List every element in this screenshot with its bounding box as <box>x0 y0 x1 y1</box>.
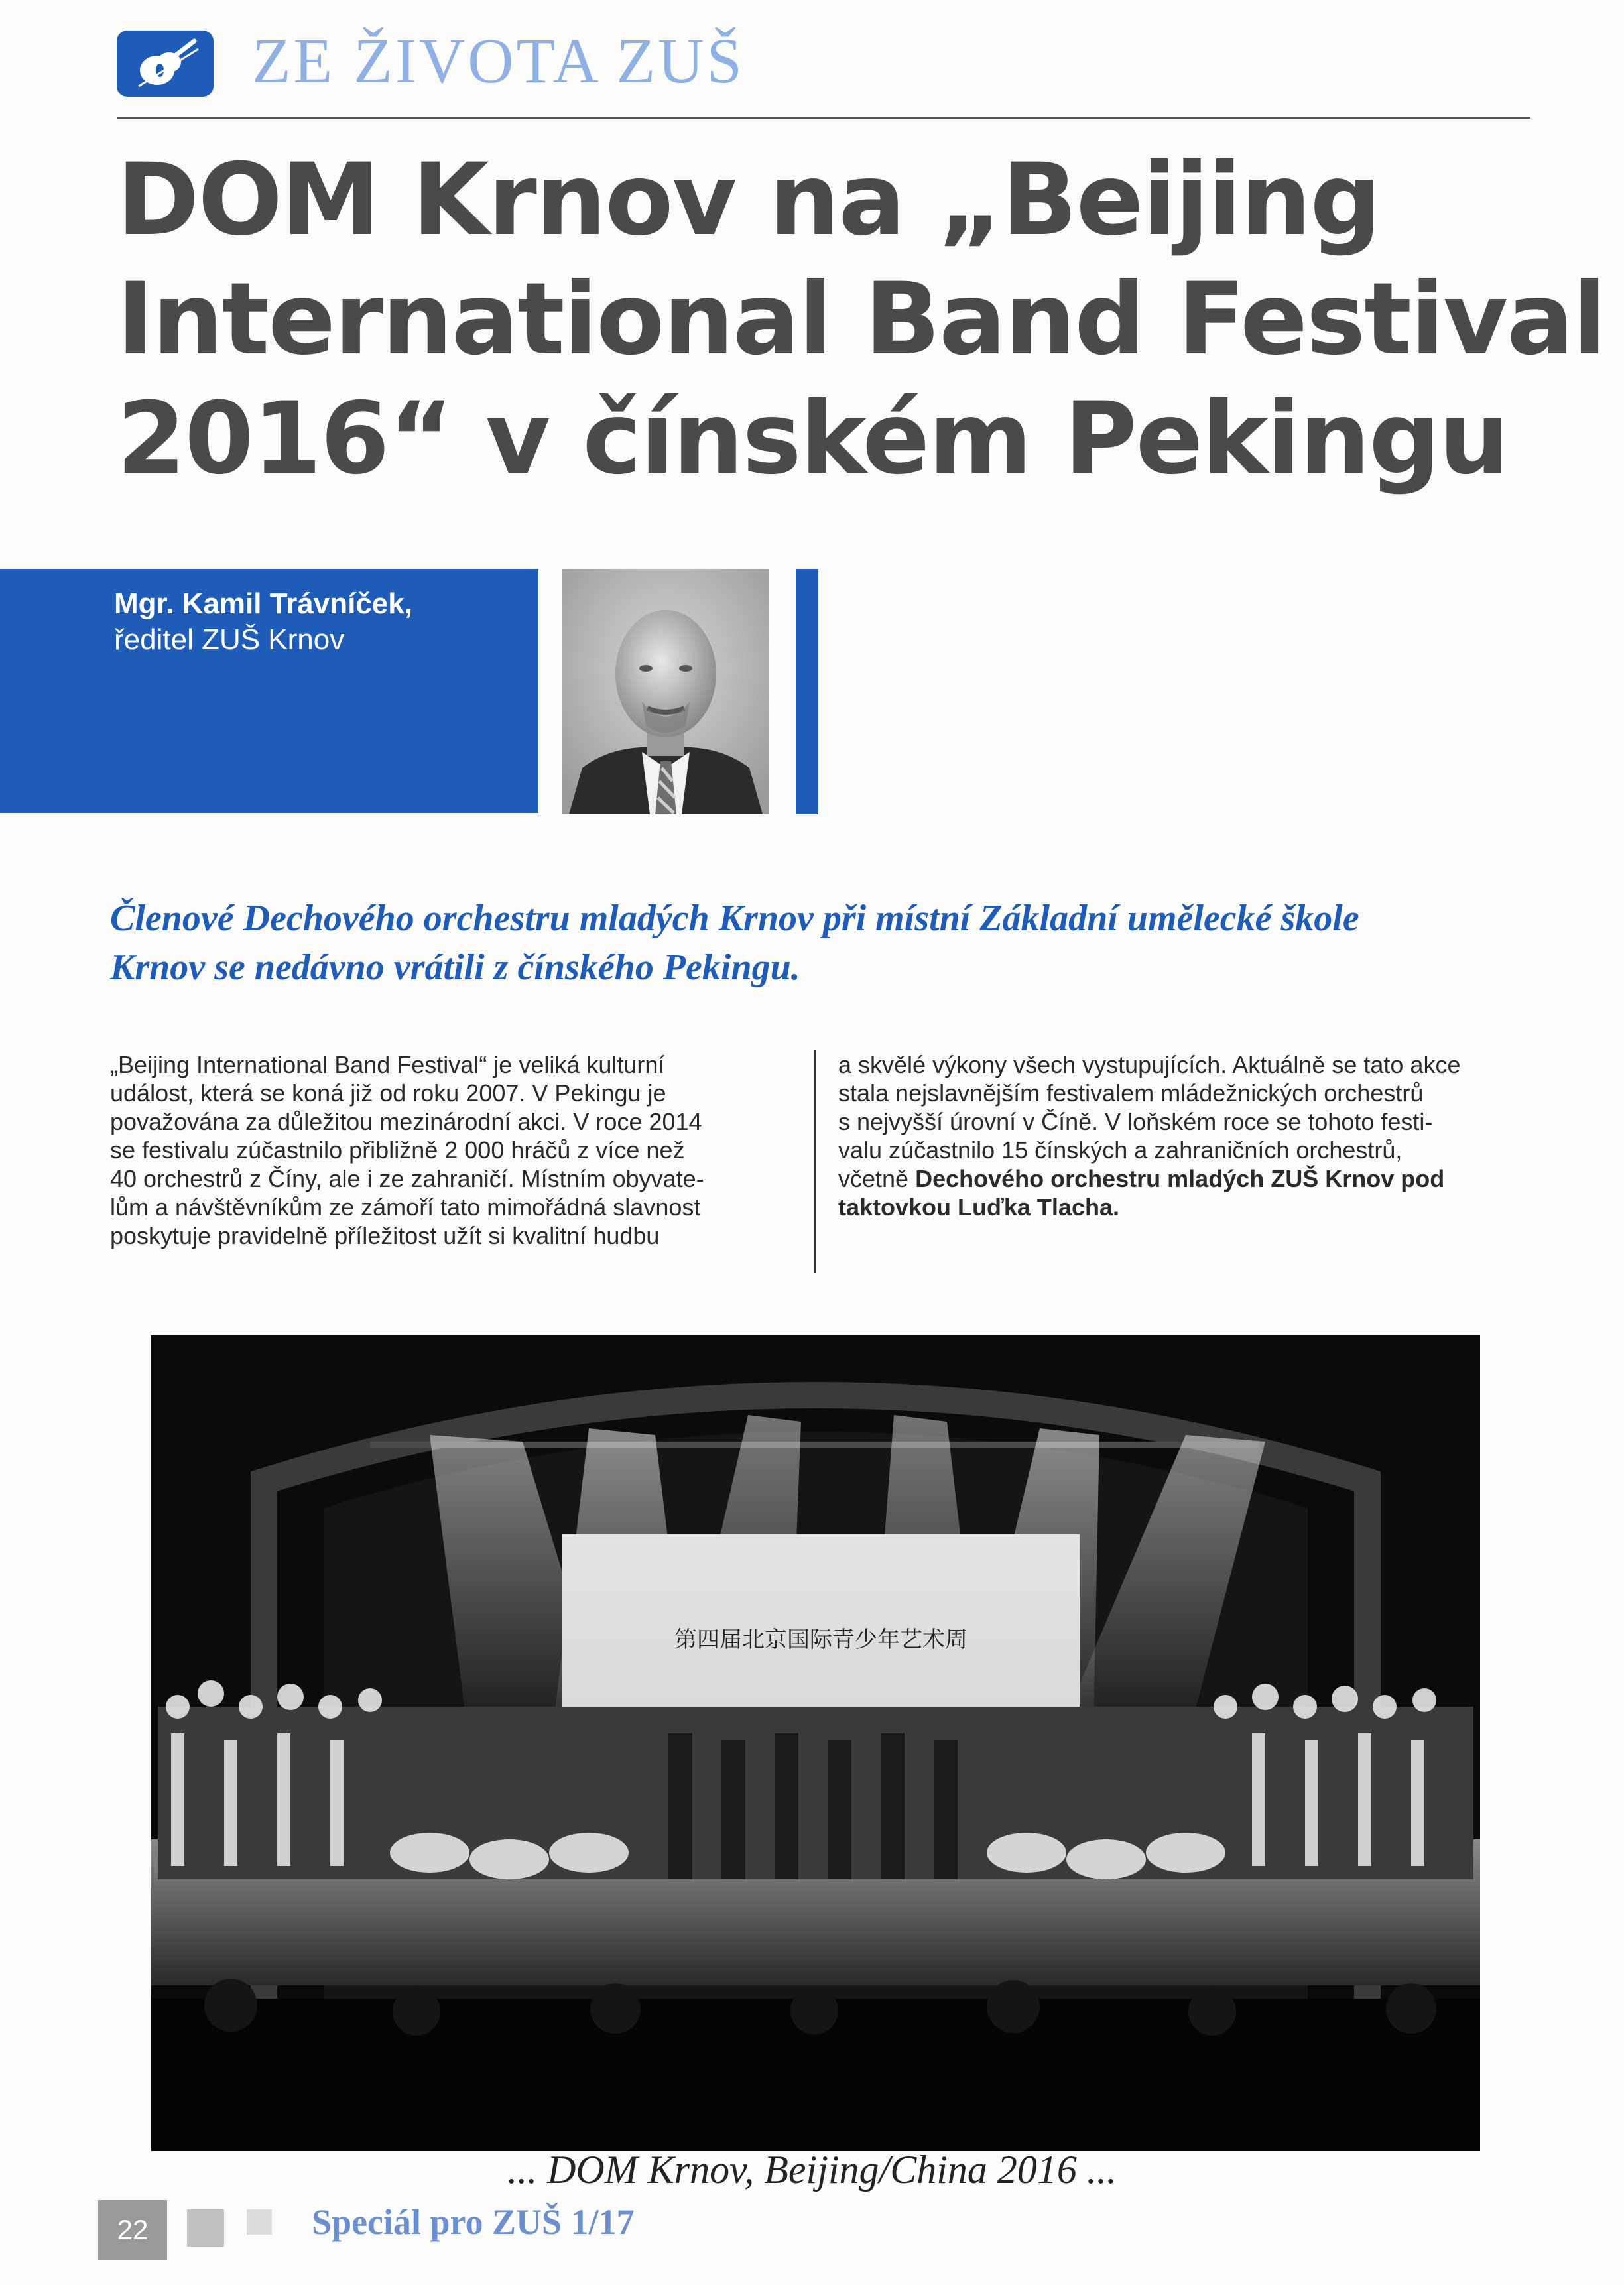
body-line: 40 orchestrů z Číny, ale i ze zahraničí. Místním obyvate- <box>110 1165 704 1192</box>
page-number: 22 <box>98 2200 167 2260</box>
author-portrait <box>562 569 769 814</box>
photo-caption: ... DOM Krnov, Beijing/China 2016 ... <box>507 2148 1117 2192</box>
body-text-bold: Dechového orchestru mladých ZUŠ Krnov pod <box>915 1165 1445 1192</box>
section-title: ZE ŽIVOTA ZUŠ <box>252 25 745 96</box>
body-line: s nejvyšší úrovní v Číně. V loňském roce se tohoto festi- <box>838 1108 1433 1135</box>
banner-text: 第四届北京国际青少年艺术周 <box>674 1627 968 1653</box>
body-line: a skvělé výkony všech vystupujících. Aktuálně se tato akce <box>838 1051 1461 1078</box>
concert-photo <box>151 1335 1480 2151</box>
body-column-left <box>110 1050 800 1250</box>
author-role: ředitel ZUŠ Krnov <box>114 623 345 656</box>
title-line: International Band Festival <box>117 262 1605 377</box>
publication-title: Speciál pro ZUŠ 1/17 <box>312 2202 635 2242</box>
lead-line: Členové Dechového orchestru mladých Krnov při místní Základní umělecké škole <box>110 898 1359 939</box>
title-line: 2016“ v čínském Pekingu <box>117 381 1509 497</box>
section-divider <box>117 117 1530 119</box>
body-line: valu zúčastnilo 15 čínských a zahraničních orchestrů, <box>838 1137 1403 1164</box>
body-text: včetně <box>838 1165 916 1192</box>
body-line: poskytuje pravidelně příležitost užít si kvalitní hudbu <box>110 1222 660 1249</box>
author-name: Mgr. Kamil Trávníček, <box>114 587 412 620</box>
body-line: stala nejslavnějším festivalem mládežnických orchestrů <box>838 1080 1424 1107</box>
body-line: událost, která se koná již od roku 2007. V Pekingu je <box>110 1080 666 1107</box>
footer-square <box>247 2209 272 2235</box>
article-title <box>117 141 1605 499</box>
article-lead <box>110 894 1536 992</box>
body-line-mixed <box>838 1164 1528 1193</box>
accent-bar <box>796 569 818 814</box>
body-line: se festivalu zúčastnilo přibližně 2 000 hráčů z více než <box>110 1137 685 1164</box>
body-line: „Beijing International Band Festival“ je veliká kulturní <box>110 1051 665 1078</box>
violin-icon <box>117 31 214 97</box>
body-column-right <box>838 1050 1528 1221</box>
body-line: lům a návštěvníkům ze zámoří tato mimořádná slavnost <box>110 1194 701 1221</box>
column-divider <box>814 1050 816 1273</box>
lead-line: Krnov se nedávno vrátili z čínského Pekingu. <box>110 947 800 988</box>
body-line: považována za důležitou mezinárodní akci. V roce 2014 <box>110 1108 702 1135</box>
title-line: DOM Krnov na „Beijing <box>117 143 1380 258</box>
footer-square <box>187 2209 224 2247</box>
body-text-bold: taktovkou Luďka Tlacha. <box>838 1194 1119 1221</box>
